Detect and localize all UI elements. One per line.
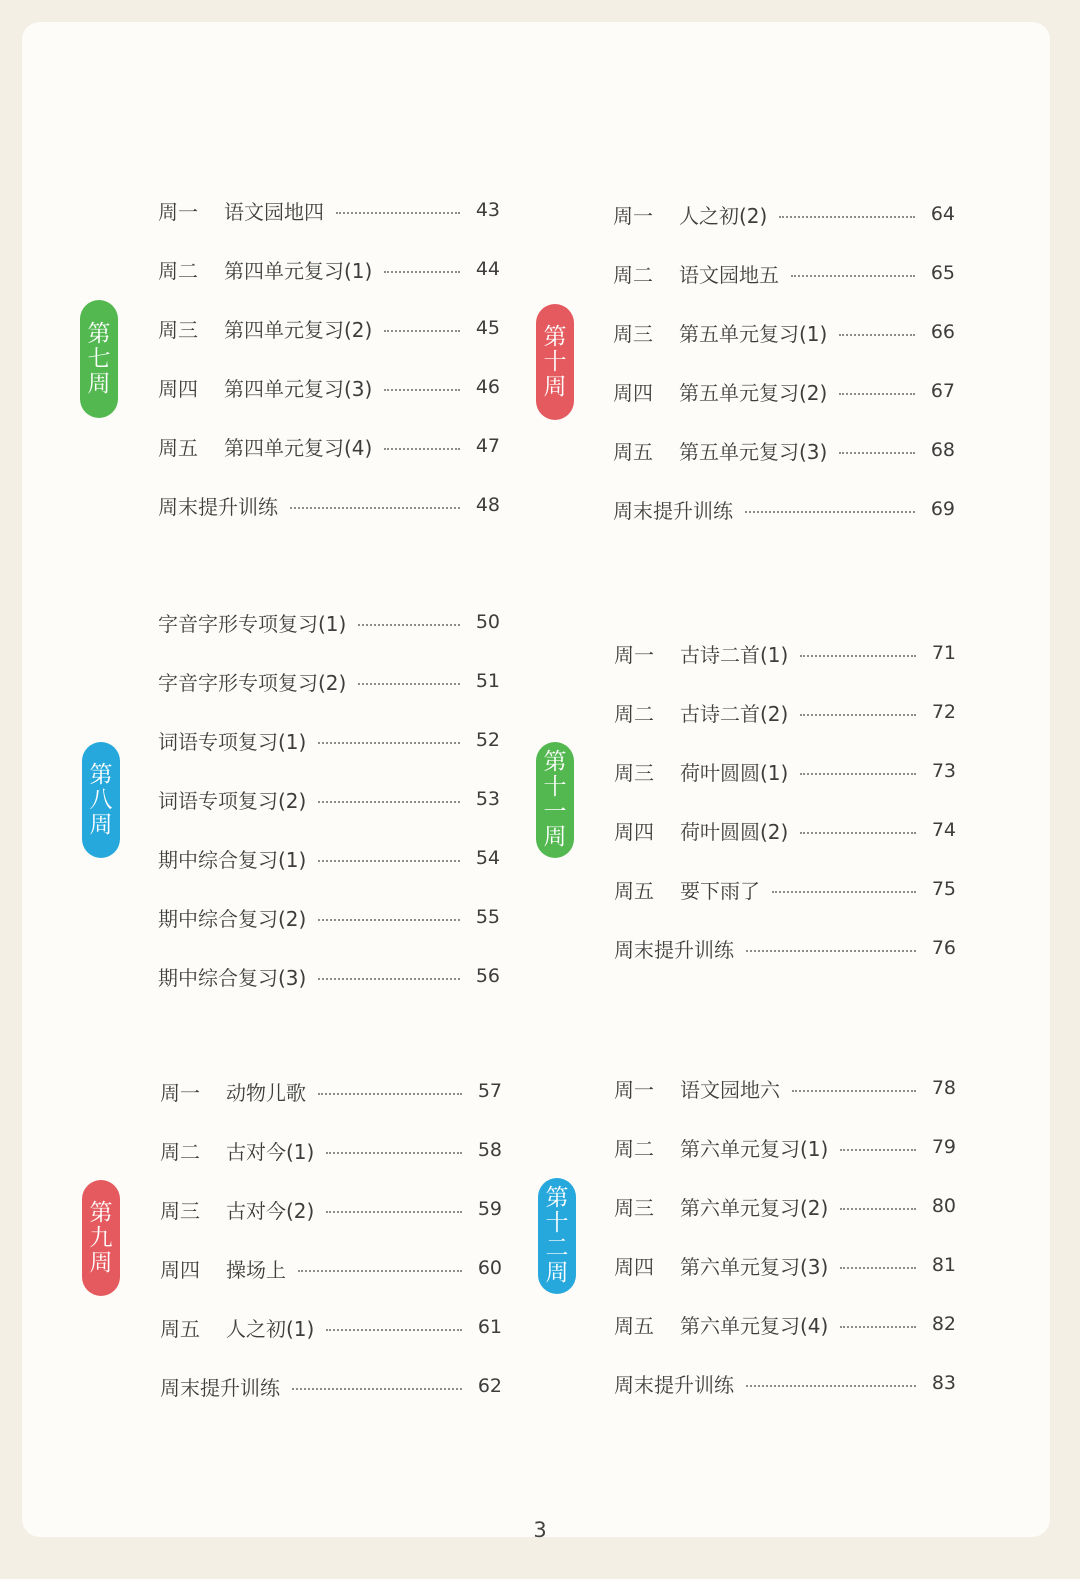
toc-entry[interactable]	[613, 435, 955, 465]
toc-entry-page: 69	[930, 498, 955, 520]
toc-entry-title: 古对今(1)	[226, 1139, 315, 1164]
toc-entry-title: 字音字形专项复习(2)	[158, 670, 347, 695]
week-tab-10	[536, 304, 574, 420]
toc-entry-page: 59	[477, 1198, 502, 1220]
toc-entry-title: 动物儿歌	[226, 1080, 306, 1105]
toc-entry-page: 54	[475, 847, 500, 869]
toc-entry[interactable]	[614, 1073, 956, 1103]
toc-entry-day: 周五	[614, 878, 654, 903]
toc-entry[interactable]	[158, 666, 500, 696]
toc-entry-day: 周一	[614, 1077, 654, 1102]
toc-entry-title: 古对今(2)	[226, 1198, 315, 1223]
toc-entry-title: 周末提升训练	[614, 1372, 734, 1397]
week-tab-char: 第	[87, 320, 111, 347]
toc-dot-leader	[792, 1090, 916, 1092]
toc-entry-title: 字音字形专项复习(1)	[158, 611, 347, 636]
toc-dot-leader	[800, 832, 916, 834]
toc-entry-title: 语文园地六	[680, 1077, 780, 1102]
toc-dot-leader	[318, 1093, 462, 1095]
toc-entry-page: 55	[475, 906, 500, 928]
toc-entry[interactable]	[158, 725, 500, 755]
toc-entry-day: 周二	[158, 258, 198, 283]
week-tab-char: 第	[89, 1199, 113, 1226]
toc-dot-leader	[318, 860, 460, 862]
week-tab-char: 第	[543, 749, 567, 775]
week-tab-11	[536, 742, 574, 858]
toc-dot-leader	[772, 891, 916, 893]
toc-entry[interactable]	[160, 1135, 502, 1165]
toc-entry-title: 第四单元复习(1)	[224, 258, 373, 283]
week-tab-char: 周	[543, 824, 567, 850]
week-tab-char: 十	[543, 774, 567, 800]
toc-dot-leader	[326, 1329, 462, 1331]
toc-entry-day: 周一	[614, 642, 654, 667]
toc-dot-leader	[840, 1267, 916, 1269]
toc-entry-day: 周二	[160, 1139, 200, 1164]
week-tab-char: 周	[89, 811, 113, 838]
week-tab-char: 第	[543, 323, 567, 350]
week-tab-char: 第	[545, 1185, 569, 1211]
week-tab-char: 八	[89, 786, 113, 813]
toc-entry-page: 56	[475, 965, 500, 987]
toc-entry[interactable]	[613, 376, 955, 406]
toc-entry-title: 第四单元复习(4)	[224, 435, 373, 460]
toc-entry-title: 第六单元复习(4)	[680, 1313, 829, 1338]
toc-entry-day: 周四	[614, 1254, 654, 1279]
toc-entry-day: 周五	[158, 435, 198, 460]
toc-dot-leader	[840, 1326, 916, 1328]
toc-entry-day: 周五	[614, 1313, 654, 1338]
week-tab-char: 七	[87, 345, 111, 372]
toc-entry[interactable]	[158, 902, 500, 932]
toc-entry-page: 62	[477, 1375, 502, 1397]
toc-dot-leader	[318, 978, 460, 980]
week-tab-char: 周	[87, 370, 111, 397]
toc-entry-page: 58	[477, 1139, 502, 1161]
toc-entry[interactable]	[158, 843, 500, 873]
toc-entry-page: 79	[931, 1136, 956, 1158]
toc-dot-leader	[290, 507, 460, 509]
toc-entry-page: 44	[475, 258, 500, 280]
toc-entry-title: 周末提升训练	[613, 498, 733, 523]
week-tab-char: 周	[89, 1249, 113, 1276]
toc-entry-day: 周二	[614, 701, 654, 726]
toc-entry[interactable]	[614, 638, 956, 668]
toc-entry-page: 57	[477, 1080, 502, 1102]
toc-entry[interactable]	[613, 317, 955, 347]
toc-entry[interactable]	[614, 697, 956, 727]
toc-entry-page: 50	[475, 611, 500, 633]
toc-entry-day: 周五	[160, 1316, 200, 1341]
toc-entry[interactable]	[614, 1250, 956, 1280]
toc-entry-page: 80	[931, 1195, 956, 1217]
toc-entry[interactable]	[160, 1312, 502, 1342]
toc-entry-title: 第五单元复习(1)	[679, 321, 828, 346]
week-tab-char: 周	[545, 1260, 569, 1286]
toc-entry-title: 期中综合复习(2)	[158, 906, 307, 931]
toc-entry[interactable]	[158, 961, 500, 991]
toc-entry[interactable]	[160, 1076, 502, 1106]
toc-entry-title: 操场上	[226, 1257, 286, 1282]
toc-entry-title: 第五单元复习(2)	[679, 380, 828, 405]
toc-dot-leader	[384, 448, 460, 450]
toc-dot-leader	[839, 393, 915, 395]
toc-entry-page: 83	[931, 1372, 956, 1394]
week-tab-char: 十	[543, 348, 567, 375]
toc-dot-leader	[779, 216, 915, 218]
toc-dot-leader	[839, 452, 915, 454]
toc-entry-title: 周末提升训练	[614, 937, 734, 962]
toc-entry-title: 词语专项复习(2)	[158, 788, 307, 813]
toc-entry-day: 周三	[613, 321, 653, 346]
toc-entry-page: 45	[475, 317, 500, 339]
toc-dot-leader	[358, 624, 460, 626]
toc-entry[interactable]	[614, 933, 956, 963]
toc-dot-leader	[745, 511, 915, 513]
toc-entry-day: 周三	[614, 760, 654, 785]
toc-entry[interactable]	[158, 195, 500, 225]
toc-entry-page: 48	[475, 494, 500, 516]
toc-entry[interactable]	[158, 607, 500, 637]
toc-entry-page: 67	[930, 380, 955, 402]
toc-entry[interactable]	[158, 490, 500, 520]
toc-entry-day: 周四	[614, 819, 654, 844]
toc-entry-page: 82	[931, 1313, 956, 1335]
toc-entry-page: 65	[930, 262, 955, 284]
toc-entry[interactable]	[613, 199, 955, 229]
toc-entry[interactable]	[613, 258, 955, 288]
week-tab-8	[82, 742, 120, 858]
toc-entry-page: 81	[931, 1254, 956, 1276]
toc-entry[interactable]	[158, 372, 500, 402]
week-tab-12	[538, 1178, 576, 1294]
toc-entry-page: 51	[475, 670, 500, 692]
toc-entry-day: 周三	[614, 1195, 654, 1220]
toc-entry-page: 76	[931, 937, 956, 959]
toc-entry-title: 周末提升训练	[158, 494, 278, 519]
toc-entry-page: 73	[931, 760, 956, 782]
toc-entry-title: 期中综合复习(1)	[158, 847, 307, 872]
toc-dot-leader	[746, 950, 916, 952]
toc-entry[interactable]	[614, 1309, 956, 1339]
toc-entry-title: 周末提升训练	[160, 1375, 280, 1400]
toc-dot-leader	[791, 275, 915, 277]
toc-entry[interactable]	[158, 254, 500, 284]
toc-entry[interactable]	[614, 1368, 956, 1398]
toc-entry-page: 61	[477, 1316, 502, 1338]
toc-dot-leader	[358, 683, 460, 685]
toc-dot-leader	[800, 655, 916, 657]
toc-entry-page: 75	[931, 878, 956, 900]
toc-entry-day: 周二	[614, 1136, 654, 1161]
toc-entry-title: 第六单元复习(2)	[680, 1195, 829, 1220]
toc-dot-leader	[298, 1270, 462, 1272]
toc-entry-page: 46	[475, 376, 500, 398]
toc-entry-page: 52	[475, 729, 500, 751]
toc-dot-leader	[384, 271, 460, 273]
toc-dot-leader	[318, 742, 460, 744]
toc-entry[interactable]	[614, 874, 956, 904]
toc-entry-page: 74	[931, 819, 956, 841]
toc-entry-page: 71	[931, 642, 956, 664]
toc-entry-day: 周四	[613, 380, 653, 405]
toc-entry[interactable]	[158, 313, 500, 343]
toc-entry[interactable]	[614, 1132, 956, 1162]
toc-dot-leader	[292, 1388, 462, 1390]
toc-entry-page: 68	[930, 439, 955, 461]
toc-entry-day: 周五	[613, 439, 653, 464]
toc-entry-title: 期中综合复习(3)	[158, 965, 307, 990]
toc-entry-title: 人之初(1)	[226, 1316, 315, 1341]
toc-dot-leader	[839, 334, 915, 336]
toc-entry[interactable]	[160, 1194, 502, 1224]
toc-entry-page: 43	[475, 199, 500, 221]
toc-entry-page: 66	[930, 321, 955, 343]
toc-entry-title: 第四单元复习(2)	[224, 317, 373, 342]
toc-entry-title: 人之初(2)	[679, 203, 768, 228]
toc-entry-title: 荷叶圆圆(1)	[680, 760, 789, 785]
toc-entry-title: 第六单元复习(1)	[680, 1136, 829, 1161]
week-tab-char: 九	[89, 1224, 113, 1251]
toc-entry[interactable]	[160, 1253, 502, 1283]
toc-dot-leader	[384, 330, 460, 332]
toc-entry-title: 语文园地四	[224, 199, 324, 224]
toc-entry-page: 60	[477, 1257, 502, 1279]
toc-entry[interactable]	[613, 494, 955, 524]
toc-entry-title: 古诗二首(2)	[680, 701, 789, 726]
toc-entry-page: 72	[931, 701, 956, 723]
week-tab-char: 一	[543, 799, 567, 825]
toc-entry-page: 53	[475, 788, 500, 810]
toc-entry-title: 语文园地五	[679, 262, 779, 287]
page-number: 3	[533, 1518, 547, 1542]
toc-entry[interactable]	[158, 431, 500, 461]
toc-entry-title: 古诗二首(1)	[680, 642, 789, 667]
toc-dot-leader	[384, 389, 460, 391]
week-tab-char: 第	[89, 761, 113, 788]
week-tab-9	[82, 1180, 120, 1296]
toc-entry[interactable]	[614, 1191, 956, 1221]
week-tab-7	[80, 300, 118, 418]
week-tab-char: 周	[543, 373, 567, 400]
toc-entry-day: 周三	[160, 1198, 200, 1223]
toc-entry-page: 47	[475, 435, 500, 457]
toc-dot-leader	[746, 1385, 916, 1387]
toc-entry[interactable]	[614, 756, 956, 786]
toc-entry-title: 词语专项复习(1)	[158, 729, 307, 754]
toc-dot-leader	[840, 1149, 916, 1151]
toc-dot-leader	[318, 801, 460, 803]
toc-dot-leader	[800, 714, 916, 716]
toc-entry[interactable]	[160, 1371, 502, 1401]
toc-entry-page: 78	[931, 1077, 956, 1099]
toc-dot-leader	[326, 1152, 462, 1154]
toc-entry-title: 第四单元复习(3)	[224, 376, 373, 401]
toc-dot-leader	[840, 1208, 916, 1210]
toc-entry-day: 周一	[158, 199, 198, 224]
toc-entry-page: 64	[930, 203, 955, 225]
week-tab-char: 二	[545, 1235, 569, 1261]
toc-dot-leader	[318, 919, 460, 921]
toc-dot-leader	[336, 212, 460, 214]
toc-entry-day: 周四	[158, 376, 198, 401]
toc-entry[interactable]	[158, 784, 500, 814]
toc-entry-title: 第六单元复习(3)	[680, 1254, 829, 1279]
toc-entry-title: 第五单元复习(3)	[679, 439, 828, 464]
toc-dot-leader	[800, 773, 916, 775]
week-tab-char: 十	[545, 1210, 569, 1236]
toc-entry-day: 周二	[613, 262, 653, 287]
toc-entry-day: 周一	[160, 1080, 200, 1105]
toc-entry-title: 要下雨了	[680, 878, 760, 903]
toc-dot-leader	[326, 1211, 462, 1213]
toc-entry-title: 荷叶圆圆(2)	[680, 819, 789, 844]
toc-entry-day: 周四	[160, 1257, 200, 1282]
toc-entry[interactable]	[614, 815, 956, 845]
toc-entry-day: 周一	[613, 203, 653, 228]
toc-entry-day: 周三	[158, 317, 198, 342]
